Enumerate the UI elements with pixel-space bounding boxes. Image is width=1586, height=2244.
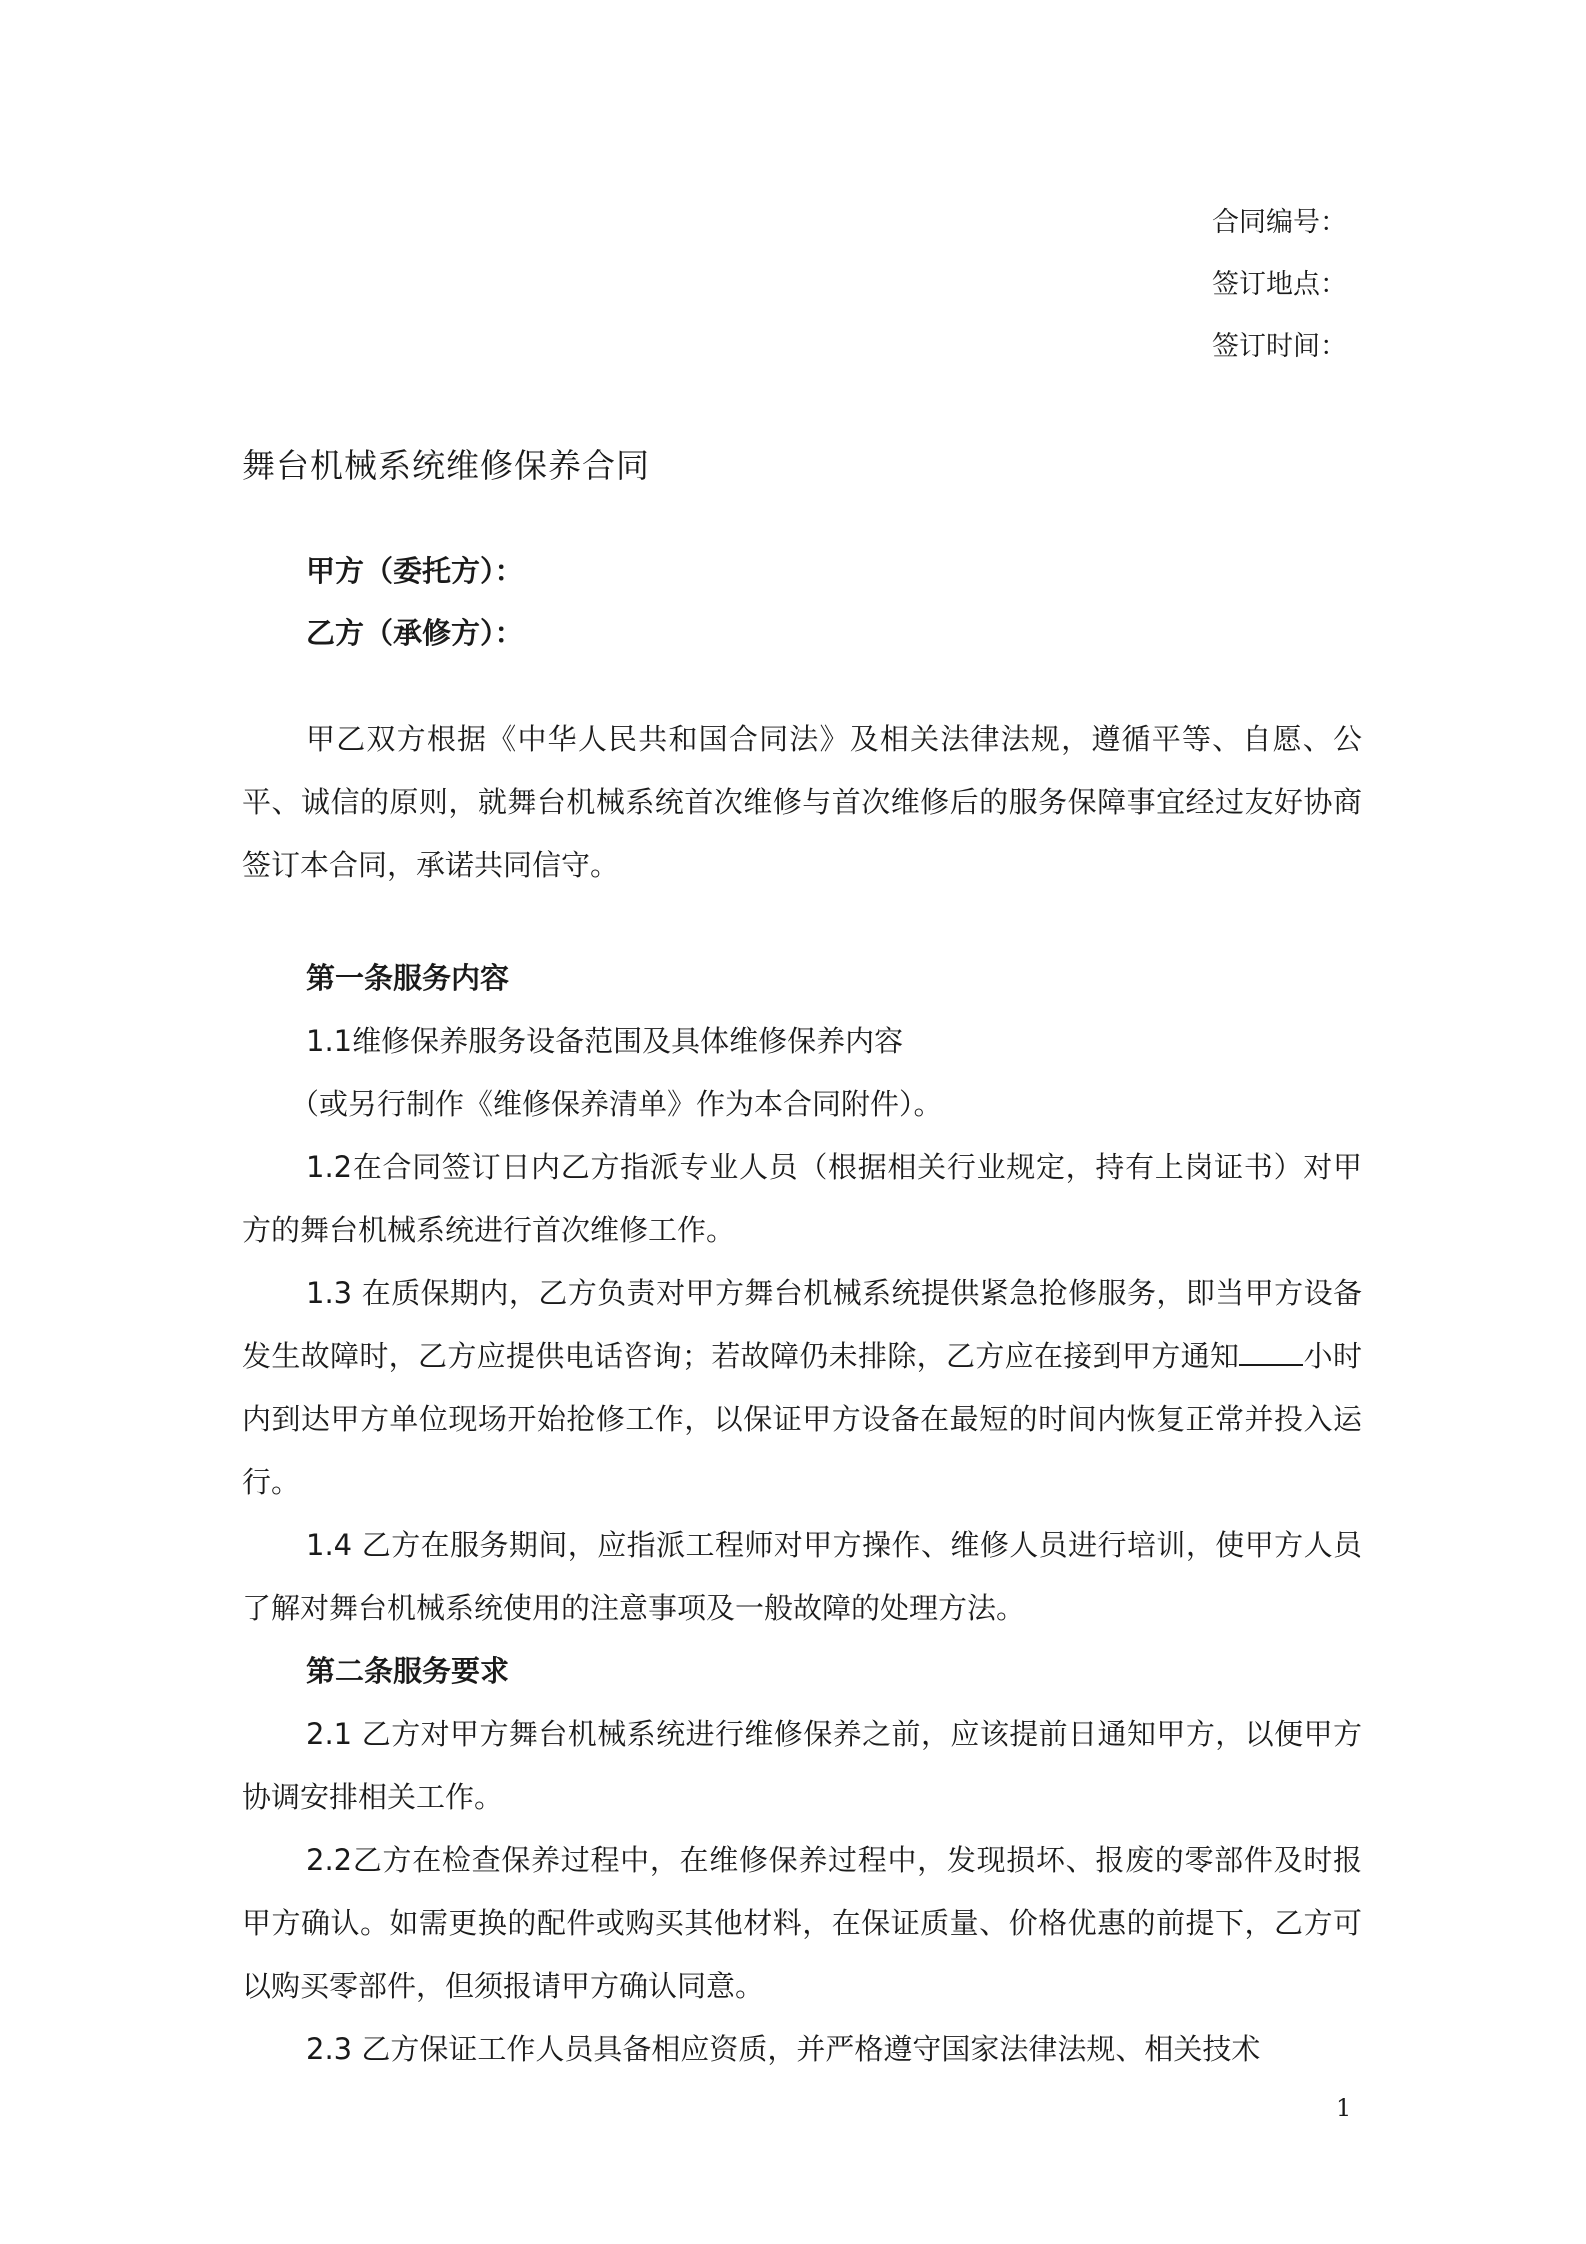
article-1-heading: 第一条服务内容 <box>306 961 510 995</box>
clause-2-2: 2.2乙方在检查保养过程中，在维修保养过程中，发现损坏、报废的零部件及时报甲方确认。如需更换的配件或购买其他材料，在保证质量、价格优惠的前提下，乙方可以购买零部件，但须报请甲方确认同意。 <box>242 1843 1362 2003</box>
signing-time-field: 签订时间： <box>1212 331 1347 362</box>
clause-2-1: 2.1 乙方对甲方舞台机械系统进行维修保养之前，应该提前日通知甲方，以便甲方协调安排相关工作。 <box>242 1717 1362 1814</box>
party-a-label: 甲方（委托方）： <box>306 554 524 588</box>
clause-2-3: 2.3 乙方保证工作人员具备相应资质，并严格遵守国家法律法规、相关技术 <box>306 2032 1261 2066</box>
clause-1-3 <box>242 1262 1362 1514</box>
contract-body <box>242 708 1362 2081</box>
hours-blank <box>1239 1342 1303 1366</box>
parties-block <box>306 546 524 670</box>
clause-1-3-text-after: 小时内到达甲方单位现场开始抢修工作，以保证甲方设备在最短的时间内恢复正常并投入运行。 <box>242 1339 1362 1499</box>
document-title: 舞台机械系统维修保养合同 <box>242 446 650 485</box>
contract-number-field: 合同编号： <box>1212 207 1347 238</box>
header-fields <box>1212 200 1452 386</box>
spacer <box>242 897 1362 947</box>
clause-1-4: 1.4 乙方在服务期间，应指派工程师对甲方操作、维修人员进行培训，使甲方人员了解对舞台机械系统使用的注意事项及一般故障的处理方法。 <box>242 1528 1362 1625</box>
signing-place-field: 签订地点： <box>1212 269 1347 300</box>
article-2-heading: 第二条服务要求 <box>306 1654 510 1688</box>
clause-1-1-note: （或另行制作《维修保养清单》作为本合同附件）。 <box>290 1087 943 1121</box>
clause-1-1: 1.1维修保养服务设备范围及具体维修保养内容 <box>306 1024 904 1058</box>
clause-1-2: 1.2在合同签订日内乙方指派专业人员（根据相关行业规定，持有上岗证书）对甲方的舞台机械系统进行首次维修工作。 <box>242 1150 1362 1247</box>
clause-1-3-text-before: 1.3 在质保期内，乙方负责对甲方舞台机械系统提供紧急抢修服务，即当甲方设备发生故障时，乙方应提供电话咨询；若故障仍未排除，乙方应在接到甲方通知 <box>242 1276 1362 1373</box>
party-b-label: 乙方（承修方）： <box>306 616 524 650</box>
page-number: 1 <box>1336 2094 1352 2122</box>
preamble-paragraph: 甲乙双方根据《中华人民共和国合同法》及相关法律法规，遵循平等、自愿、公平、诚信的原则，就舞台机械系统首次维修与首次维修后的服务保障事宜经过友好协商签订本合同，承诺共同信守。 <box>242 722 1362 882</box>
